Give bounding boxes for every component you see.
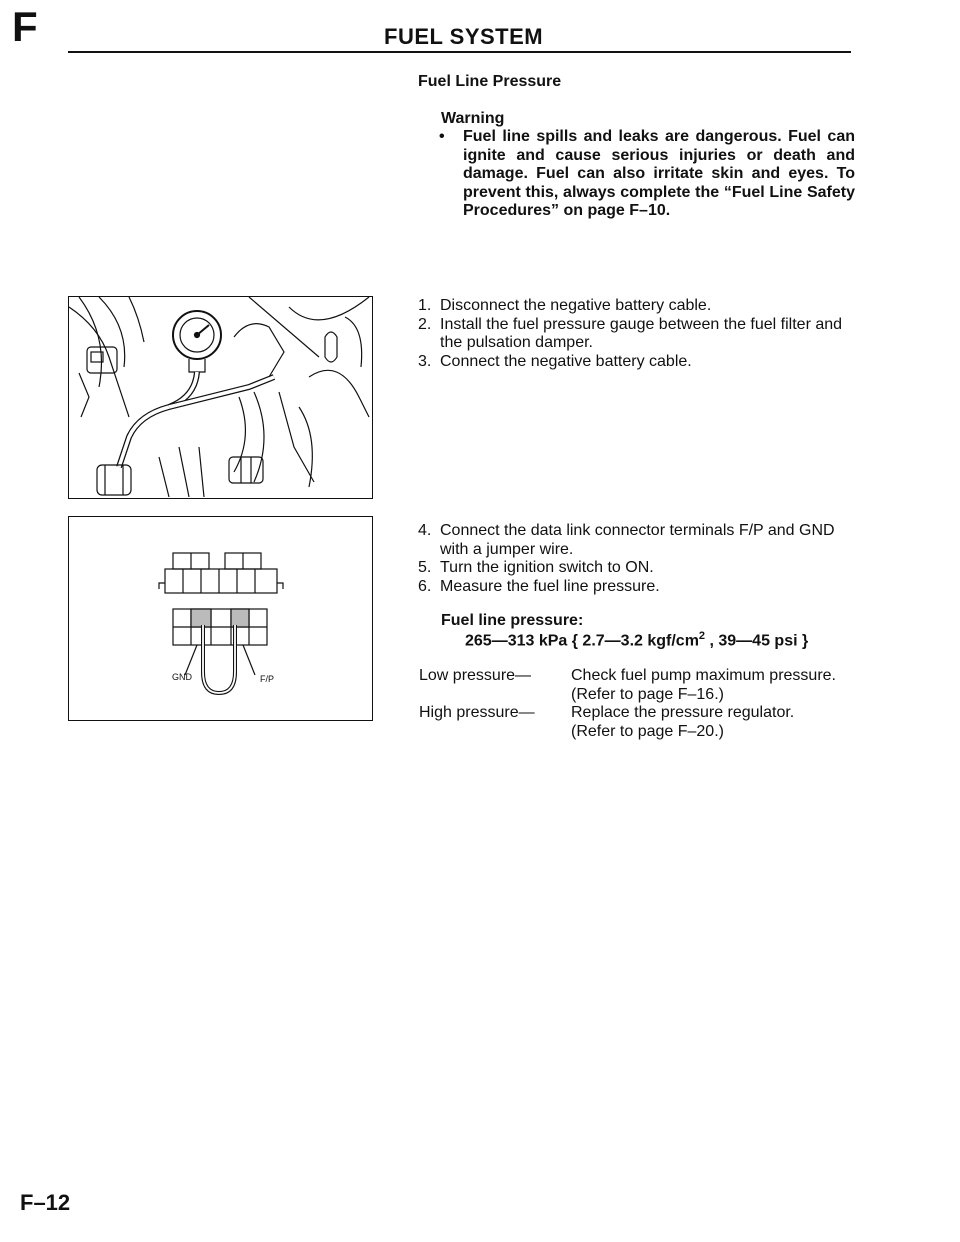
step-text: Install the fuel pressure gauge between the fuel filter and the pulsation damper. [440, 315, 843, 351]
steps-list-1 [418, 297, 858, 371]
step-text: Measure the fuel line pressure. [440, 577, 660, 595]
low-pressure-label: Low pressure— [419, 667, 532, 684]
step-number: 2. [418, 315, 432, 333]
step-text: Disconnect the negative battery cable. [440, 297, 712, 314]
connector-illustration [69, 517, 371, 719]
page-number: F–12 [20, 1190, 71, 1215]
high-pressure-action [571, 704, 861, 741]
fuel-gauge-install-figure [68, 296, 373, 499]
low-pressure-action-line2: (Refer to page F–16.) [571, 685, 724, 703]
low-pressure-action-line1: Check fuel pump maximum pressure. [571, 667, 836, 684]
step-number: 4. [418, 522, 432, 539]
step-text: Turn the ignition switch to ON. [440, 559, 654, 576]
fuel-gauge-illustration [69, 297, 371, 497]
step-text: Connect the negative battery cable. [440, 352, 692, 370]
step-item [418, 316, 858, 353]
step-item [418, 522, 858, 559]
spec-value-part2: , 39—45 psi } [705, 632, 809, 650]
spec-value-part1: 265—313 kPa { 2.7—3.2 kgf/cm [465, 632, 699, 650]
step-number: 5. [418, 559, 432, 576]
high-pressure-action-line2: (Refer to page F–20.) [571, 722, 724, 740]
gnd-label: GND [172, 672, 192, 682]
step-number: 1. [418, 297, 432, 314]
data-link-connector-figure [68, 516, 373, 721]
fp-label: F/P [260, 674, 275, 684]
header-rule [68, 51, 851, 53]
step-item [418, 559, 858, 578]
spec-value [465, 630, 808, 650]
high-pressure-action-line1: Replace the pressure regulator. [571, 704, 795, 721]
warning-title: Warning [441, 110, 505, 127]
step-number: 6. [418, 577, 432, 595]
step-number: 3. [418, 352, 432, 370]
steps-list-2 [418, 522, 858, 596]
low-pressure-action [571, 667, 861, 704]
warning-bullet: • [439, 128, 445, 145]
step-item [418, 297, 858, 316]
step-item [418, 578, 858, 597]
section-letter: F [12, 3, 38, 50]
step-item [418, 353, 858, 372]
step-text: Connect the data link connector terminals F/P and GND with a jumper wire. [440, 522, 835, 558]
section-title: Fuel Line Pressure [418, 73, 562, 90]
warning-text: Fuel line spills and leaks are dangerous. Fuel can ignite and cause serious injuries or death and damage. Fuel can also irritate skin and eyes. To prevent this, always complete the “Fuel Line Safety Procedures” on page F–10. [463, 128, 855, 219]
spec-label: Fuel line pressure: [441, 612, 584, 629]
high-pressure-label: High pressure— [419, 704, 535, 721]
spec-value-superscript: 2 [698, 630, 706, 642]
page-title: FUEL SYSTEM [384, 24, 544, 49]
